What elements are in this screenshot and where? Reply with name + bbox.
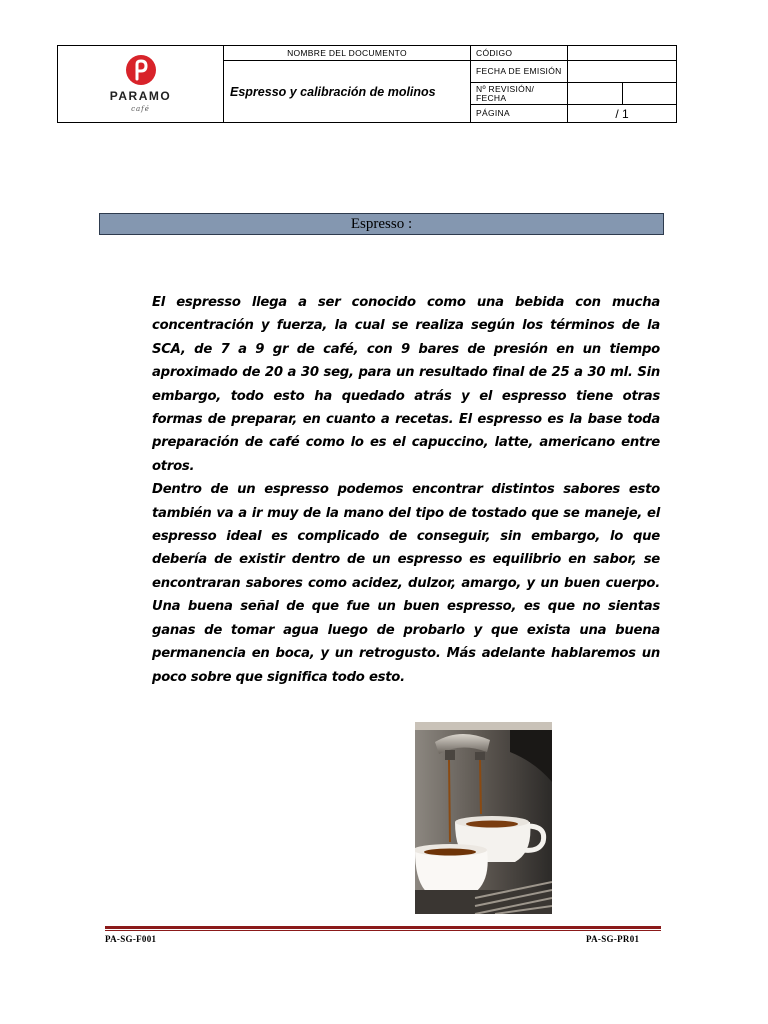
revision-label: Nº REVISIÓN/ FECHA: [471, 83, 568, 105]
revision-date-value: [622, 83, 677, 105]
logo-cell: [58, 46, 224, 123]
fecha-emision-value: [568, 61, 677, 83]
paramo-logo: [94, 49, 188, 115]
document-header-table: [57, 45, 677, 123]
footer-left-code: PA-SG-F001: [105, 934, 157, 944]
pagina-label: PÁGINA: [471, 105, 568, 123]
espresso-machine-photo: [415, 722, 552, 914]
footer-right-code: PA-SG-PR01: [586, 934, 640, 944]
codigo-label: CÓDIGO: [471, 46, 568, 61]
codigo-value: [568, 46, 677, 61]
revision-value: [568, 83, 623, 105]
document-title: Espresso y calibración de molinos: [224, 61, 471, 123]
body-text: [152, 291, 660, 689]
logo-brand-text: PARAMO: [109, 88, 172, 103]
footer-rule-thick: [105, 926, 661, 929]
footer-rule-thin: [105, 930, 661, 931]
doc-name-label: NOMBRE DEL DOCUMENTO: [224, 46, 471, 61]
section-heading-bar: [99, 213, 664, 235]
paramo-mark-icon: [122, 51, 160, 89]
fecha-emision-label: FECHA DE EMISIÓN: [471, 61, 568, 83]
paragraph-1: El espresso llega a ser conocido como una bebida con mucha concentración y fuerza, la cual se realiza según los términos de la SCA, de 7 a 9 gr de café, con 9 bares de presión en un tiempo aproximado de 20 a 30 seg, para un resultado final de 25 a 30 ml. Sin embargo, todo esto ha quedado atrás y el espresso tiene otras formas de preparar, en cuanto a recetas. El espresso es la base toda preparación de café como lo es el capuccino, latte, americano entre otros.: [152, 295, 660, 474]
paragraph-2: Dentro de un espresso podemos encontrar distintos sabores esto también va a ir muy de la mano del tipo de tostado que se maneje, el espresso ideal es complicado de conseguir, sin embargo, lo que debería de existir dentro de un espresso es equilibrio en sabor, se encontraran sabores como acidez, dulzor, amargo, y un buen cuerpo. Una buena señal de que fue un buen espresso, es que no sientas ganas de tomar agua luego de probarlo y que exista una buena permanencia en boca, y un retrogusto. Más adelante hablaremos un poco sobre que significa todo esto.: [152, 482, 660, 685]
section-heading: Espresso :: [350, 216, 413, 232]
pagina-value: / 1: [568, 105, 677, 123]
logo-sub-text: café: [131, 104, 150, 113]
